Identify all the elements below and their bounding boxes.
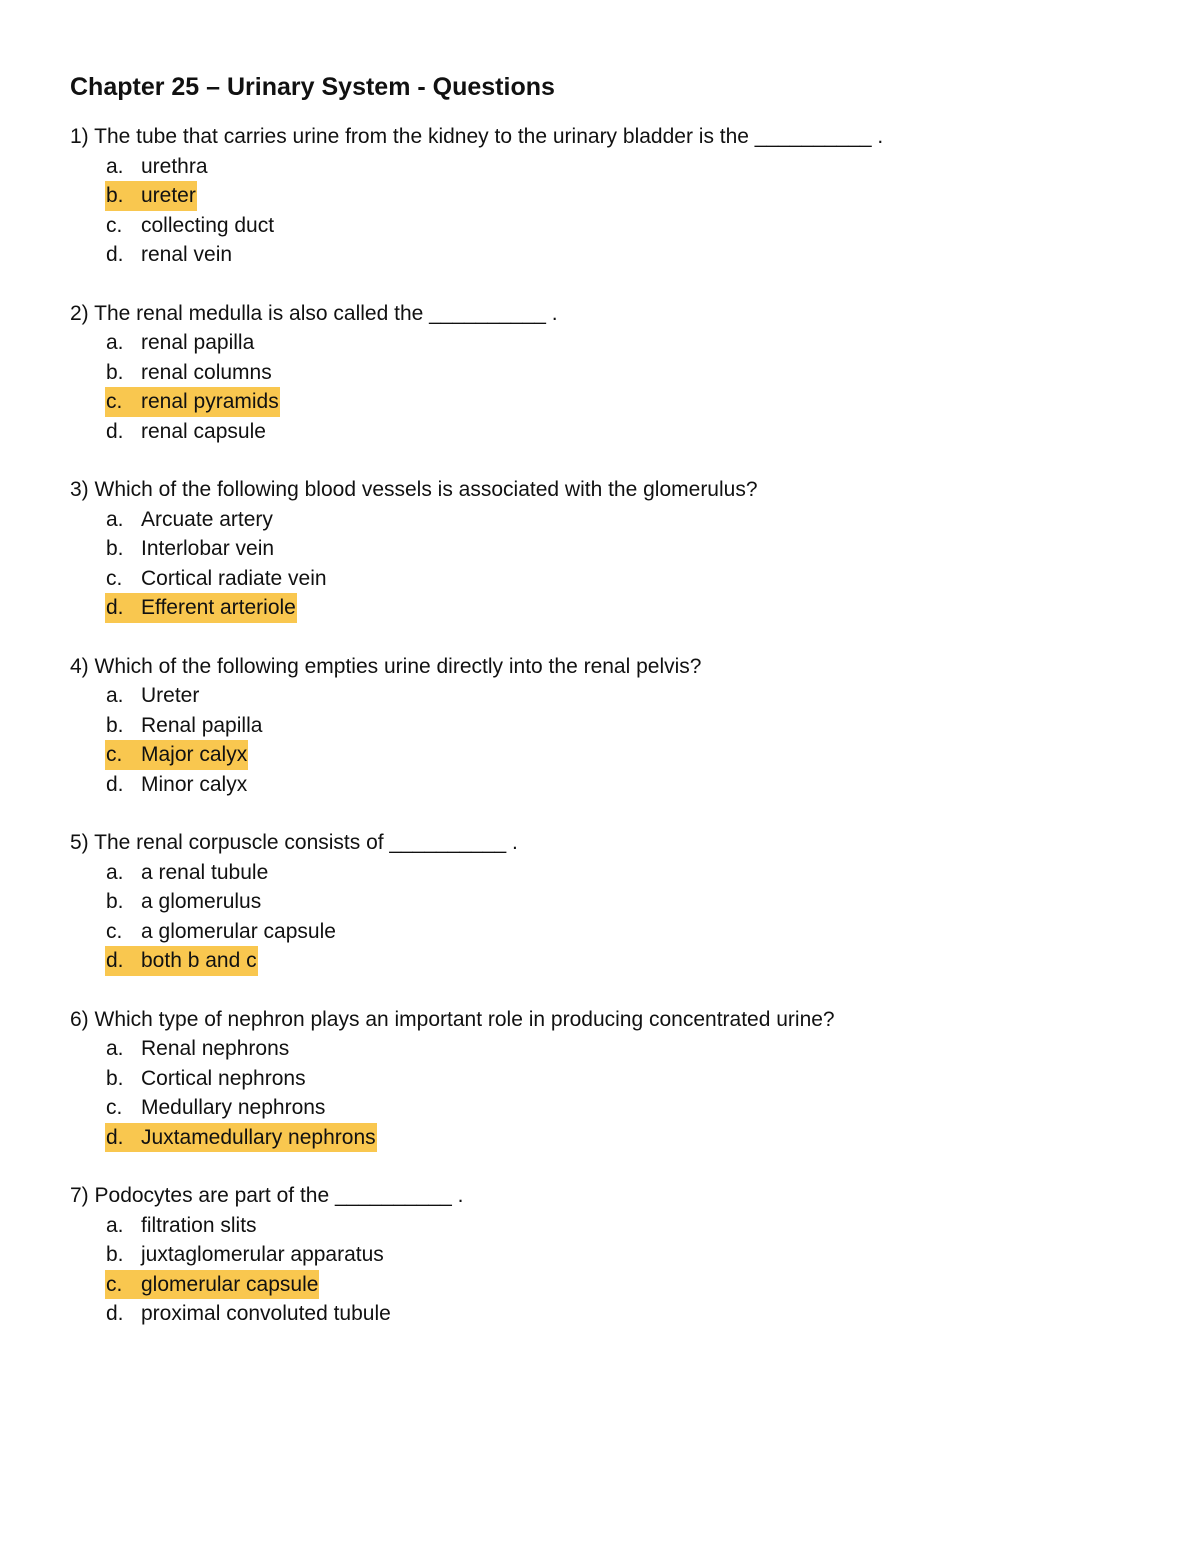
question-text: 7) Podocytes are part of the __________ . (70, 1184, 464, 1207)
option-item (70, 887, 1130, 917)
option-item-correct (70, 946, 1130, 976)
option-text: renal capsule (141, 419, 266, 443)
option-content (106, 861, 268, 884)
option-text: a renal tubule (141, 860, 269, 884)
answer-highlight (105, 387, 280, 417)
option-letter: c. (106, 919, 123, 943)
option-list (70, 858, 1130, 976)
question-text: 1) The tube that carries urine from the kidney to the urinary bladder is the __________ . (70, 125, 884, 148)
option-text: Interlobar vein (141, 537, 275, 560)
question-spacer (70, 270, 1130, 299)
option-text: renal pyramids (141, 390, 279, 413)
option-content (106, 1214, 257, 1237)
option-item (70, 417, 1130, 447)
option-list (70, 681, 1130, 799)
option-letter: d. (106, 772, 124, 796)
option-content (106, 331, 254, 354)
option-item (70, 1064, 1130, 1094)
option-item-correct (70, 1123, 1130, 1153)
option-item-correct (70, 387, 1130, 417)
option-letter: a. (106, 507, 124, 531)
question-block (70, 1181, 1130, 1329)
option-content (106, 890, 261, 913)
option-text: renal columns (141, 360, 272, 384)
option-letter: a. (106, 1213, 124, 1237)
question-block (70, 652, 1130, 800)
option-text: juxtaglomerular apparatus (141, 1243, 384, 1266)
question-text: 5) The renal corpuscle consists of __________ . (70, 831, 518, 854)
option-item (70, 858, 1130, 888)
option-letter: b. (106, 1066, 124, 1090)
option-letter: d. (106, 419, 124, 443)
question-spacer (70, 446, 1130, 475)
option-letter: a. (106, 860, 124, 884)
option-list (70, 505, 1130, 623)
option-letter: d. (106, 1125, 124, 1149)
option-text: collecting duct (141, 213, 275, 237)
question-spacer (70, 799, 1130, 828)
question-spacer (70, 976, 1130, 1005)
option-content (106, 1096, 325, 1119)
option-content (106, 361, 272, 384)
option-text: glomerular capsule (141, 1272, 319, 1296)
option-item (70, 152, 1130, 182)
option-content (106, 155, 208, 178)
answer-highlight (105, 1123, 377, 1153)
question-block (70, 299, 1130, 447)
question-block (70, 828, 1130, 976)
option-item-correct (70, 593, 1130, 623)
question-spacer (70, 1152, 1130, 1181)
answer-highlight (105, 1270, 319, 1300)
option-content (106, 420, 266, 443)
option-letter: c. (106, 743, 123, 766)
option-text: Renal nephrons (141, 1037, 290, 1060)
option-content (106, 1243, 384, 1266)
option-item (70, 1034, 1130, 1064)
option-letter: b. (106, 713, 124, 737)
option-item-correct (70, 181, 1130, 211)
option-content (106, 920, 336, 943)
option-letter: a. (106, 1037, 124, 1060)
answer-highlight (105, 946, 258, 976)
option-text: Renal papilla (141, 713, 263, 737)
option-letter: d. (106, 949, 124, 972)
question-text: 4) Which of the following empties urine directly into the renal pelvis? (70, 654, 702, 678)
option-letter: b. (106, 890, 124, 913)
option-letter: b. (106, 360, 124, 384)
option-item (70, 358, 1130, 388)
question-block (70, 122, 1130, 270)
option-text: Cortical nephrons (141, 1066, 306, 1090)
option-text: Minor calyx (141, 772, 248, 796)
option-text: both b and c (141, 949, 257, 972)
option-item (70, 1211, 1130, 1241)
option-content (106, 1302, 391, 1325)
option-text: a glomerulus (141, 890, 262, 913)
option-content (106, 567, 327, 590)
option-list (70, 1034, 1130, 1152)
option-item (70, 1299, 1130, 1329)
question-block (70, 1005, 1130, 1153)
option-item (70, 681, 1130, 711)
option-letter: c. (106, 1272, 123, 1296)
question-text: 6) Which type of nephron plays an important role in producing concentrated urine? (70, 1007, 835, 1031)
option-item (70, 1093, 1130, 1123)
answer-highlight (105, 740, 248, 770)
option-text: Efferent arteriole (141, 596, 296, 619)
option-item (70, 328, 1130, 358)
option-letter: a. (106, 684, 124, 707)
option-letter: b. (106, 537, 124, 560)
title-spacer (70, 104, 1130, 122)
option-letter: a. (106, 154, 124, 178)
option-text: renal vein (141, 243, 233, 266)
option-content (106, 684, 199, 707)
option-list (70, 152, 1130, 270)
option-item (70, 211, 1130, 241)
option-content (106, 508, 273, 531)
option-item (70, 240, 1130, 270)
option-text: ureter (141, 184, 196, 207)
option-item-correct (70, 1270, 1130, 1300)
option-text: Medullary nephrons (141, 1096, 326, 1119)
option-letter: d. (106, 596, 124, 619)
question-text: 2) The renal medulla is also called the __________ . (70, 301, 558, 325)
option-content (106, 214, 274, 237)
option-letter: d. (106, 243, 124, 266)
option-content (106, 1067, 306, 1090)
document-page (70, 70, 1130, 1329)
option-list (70, 1211, 1130, 1329)
option-text: renal papilla (141, 331, 255, 354)
option-letter: a. (106, 331, 124, 354)
option-item (70, 564, 1130, 594)
answer-highlight (105, 593, 297, 623)
option-letter: b. (106, 1243, 124, 1266)
option-content (106, 773, 247, 796)
option-item (70, 505, 1130, 535)
option-letter: c. (106, 1096, 123, 1119)
option-text: Arcuate artery (141, 507, 273, 531)
option-letter: b. (106, 184, 124, 207)
answer-highlight (105, 181, 197, 211)
question-text: 3) Which of the following blood vessels is associated with the glomerulus? (70, 478, 758, 501)
option-content (106, 1037, 289, 1060)
option-item (70, 1240, 1130, 1270)
option-item (70, 534, 1130, 564)
option-letter: c. (106, 566, 123, 590)
page-title: Chapter 25 – Urinary System - Questions (70, 73, 555, 101)
option-text: proximal convoluted tubule (141, 1302, 391, 1325)
question-spacer (70, 623, 1130, 652)
option-text: Ureter (141, 684, 200, 707)
option-letter: c. (106, 390, 123, 413)
option-item (70, 770, 1130, 800)
option-text: Major calyx (141, 743, 248, 766)
question-list (70, 122, 1130, 1329)
option-content (106, 537, 274, 560)
option-item (70, 917, 1130, 947)
option-item (70, 711, 1130, 741)
option-content (106, 243, 232, 266)
option-text: Juxtamedullary nephrons (141, 1125, 376, 1149)
option-text: urethra (141, 154, 208, 178)
question-block (70, 475, 1130, 623)
option-text: filtration slits (141, 1213, 257, 1237)
option-item-correct (70, 740, 1130, 770)
option-content (106, 714, 262, 737)
option-text: Cortical radiate vein (141, 566, 327, 590)
option-letter: d. (106, 1302, 124, 1325)
option-list (70, 328, 1130, 446)
option-text: a glomerular capsule (141, 919, 336, 943)
option-letter: c. (106, 213, 123, 237)
